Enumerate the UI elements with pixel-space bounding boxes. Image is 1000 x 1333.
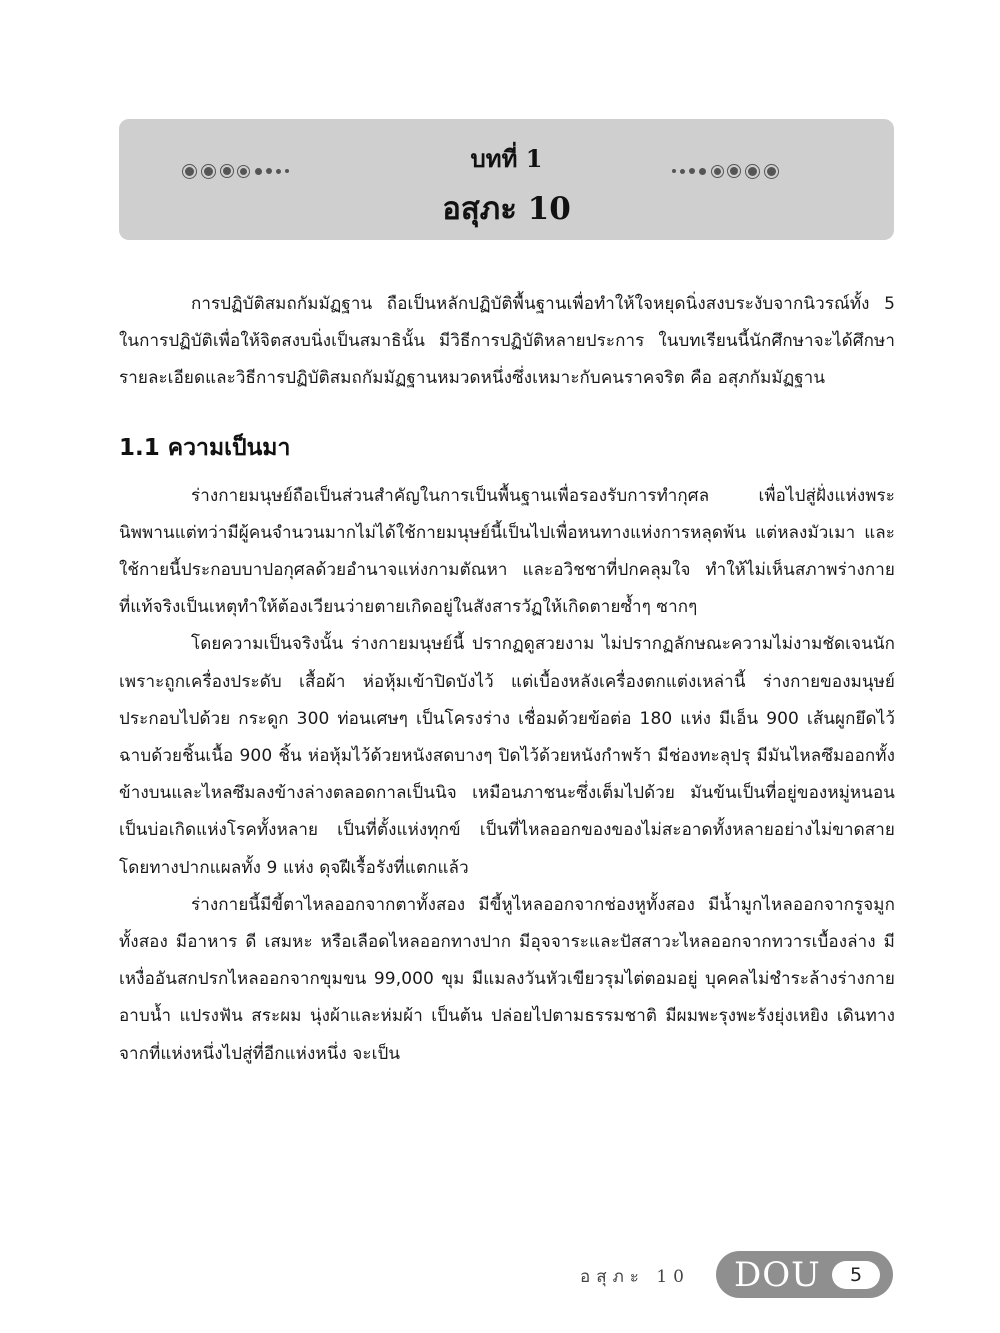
dot-icon <box>672 169 676 173</box>
dot-icon <box>689 168 695 174</box>
body-paragraph: ร่างกายนี้มีขี้ตาไหลออกจากตาทั้งสอง มีขี้หูไหลออกจากช่องหูทั้งสอง มีน้ำมูกไหลออกจากรูจมูกทั้งสอง มีอาหาร ดี เสมหะ หรือเลือดไหลออกทางปาก มีอุจจาระและปัสสาวะไหลออกจากทวารเบื้องล่าง มีเหงื่ออันสกปรกไหลออกจากขุมขน 99,000 ขุม มีแมลงวันหัวเขียวรุมไต่ตอมอยู่ บุคคลไม่ชำระล้างร่างกาย อาบน้ำ แปรงฟัน สระผม นุ่งผ้าและห่มผ้า เป็นต้น ปล่อยไปตามธรรมชาติ มีผมพะรุงพะรังยุ่งเหยิง เดินทางจากที่แห่งหนึ่งไปสู่ที่อีกแห่งหนึ่ง จะเป็น <box>119 894 895 1064</box>
page-number: 5 <box>832 1261 880 1289</box>
decorative-dots-right <box>672 159 780 183</box>
dot-icon <box>680 169 685 174</box>
body-paragraph: โดยความเป็นจริงนั้น ร่างกายมนุษย์นี้ ปรากฏดูสวยงาม ไม่ปรากฏลักษณะความไม่งามชัดเจนนัก เพราะถูกเครื่องประดับ เสื้อผ้า ห่อหุ้มเข้าปิดบังไว้ แต่เบื้องหลังเครื่องตกแต่งเหล่านี้ ร่างกายของมนุษย์ประกอบไปด้วย กระดูก 300 ท่อนเศษๆ เป็นโครงร่าง เชื่อมด้วยข้อต่อ 180 แห่ง มีเอ็น 900 เส้นผูกยึดไว้ฉาบด้วยชิ้นเนื้อ 900 ชิ้น ห่อหุ้มไว้ด้วยหนังสดบางๆ ปิดไว้ด้วยหนังกำพร้า มีช่องทะลุปรุ มีมันไหลซึมออกทั้งข้างบนและไหลซึมลงข้างล่างตลอดกาลเป็นนิจ เหมือนภาชนะซึ่งเต็มไปด้วย มันข้นเป็นที่อยู่ของหมู่หนอน เป็นบ่อเกิดแห่งโรคทั้งหลาย เป็นที่ตั้งแห่งทุกข์ เป็นที่ไหลออกของของไม่สะอาดทั้งหลายอย่างไม่ขาดสาย โดยทางปากแผลทั้ง 9 แห่ง ดุจฝีเรื้อรังที่แตกแล้ว <box>119 634 895 878</box>
body-paragraph: ร่างกายมนุษย์ถือเป็นส่วนสำคัญในการเป็นพื้นฐานเพื่อรองรับการทำกุศล เพื่อไปสู่ฝั่งแห่งพระนิพพานแต่ทว่ามีผู้คนจำนวนมากไม่ได้ใช้กายมนุษย์นี้เป็นไปเพื่อหนทางแห่งการหลุดพ้น แต่หลงมัวเมา และใช้กายนี้ประกอบบาปอกุศลด้วยอำนาจแห่งกามตัณหา และอวิชชาที่ปกคลุมใจ ทำให้ไม่เห็นสภาพร่างกายที่แท้จริงเป็นเหตุทำให้ต้องเวียนว่ายตายเกิดอยู่ในสังสารวัฏให้เกิดตายซ้ำๆ ซากๆ <box>119 485 895 618</box>
dou-badge <box>716 1251 893 1298</box>
chapter-title: อสุภะ 10 <box>442 191 571 227</box>
dou-logo: DOU <box>734 1255 821 1295</box>
section-heading: 1.1 ความเป็นมา <box>119 434 291 461</box>
dot-icon <box>699 168 706 175</box>
dot-icon <box>748 167 757 176</box>
dot-icon <box>714 168 721 175</box>
running-title: อสุภะ 10 <box>580 1267 690 1287</box>
dot-icon <box>767 167 776 176</box>
intro-paragraph: การปฏิบัติสมถกัมมัฏฐาน ถือเป็นหลักปฏิบัติพื้นฐานเพื่อทำให้ใจหยุดนิ่งสงบระงับจากนิวรณ์ทั้ง 5 ในการปฏิบัติเพื่อให้จิตสงบนิ่งเป็นสมาธินั้น มีวิธีการปฏิบัติหลายประการ ในบทเรียนนี้นักศึกษาจะได้ศึกษารายละเอียดและวิธีการปฏิบัติสมถกัมมัฏฐานหมวดหนึ่งซึ่งเหมาะกับคนราคจริต คือ อสุภกัมมัฏฐาน <box>119 294 895 389</box>
page-content <box>119 286 895 1073</box>
chapter-header-box <box>119 119 894 240</box>
dot-icon <box>730 167 738 175</box>
chapter-label: บทที่ 1 <box>470 144 543 173</box>
